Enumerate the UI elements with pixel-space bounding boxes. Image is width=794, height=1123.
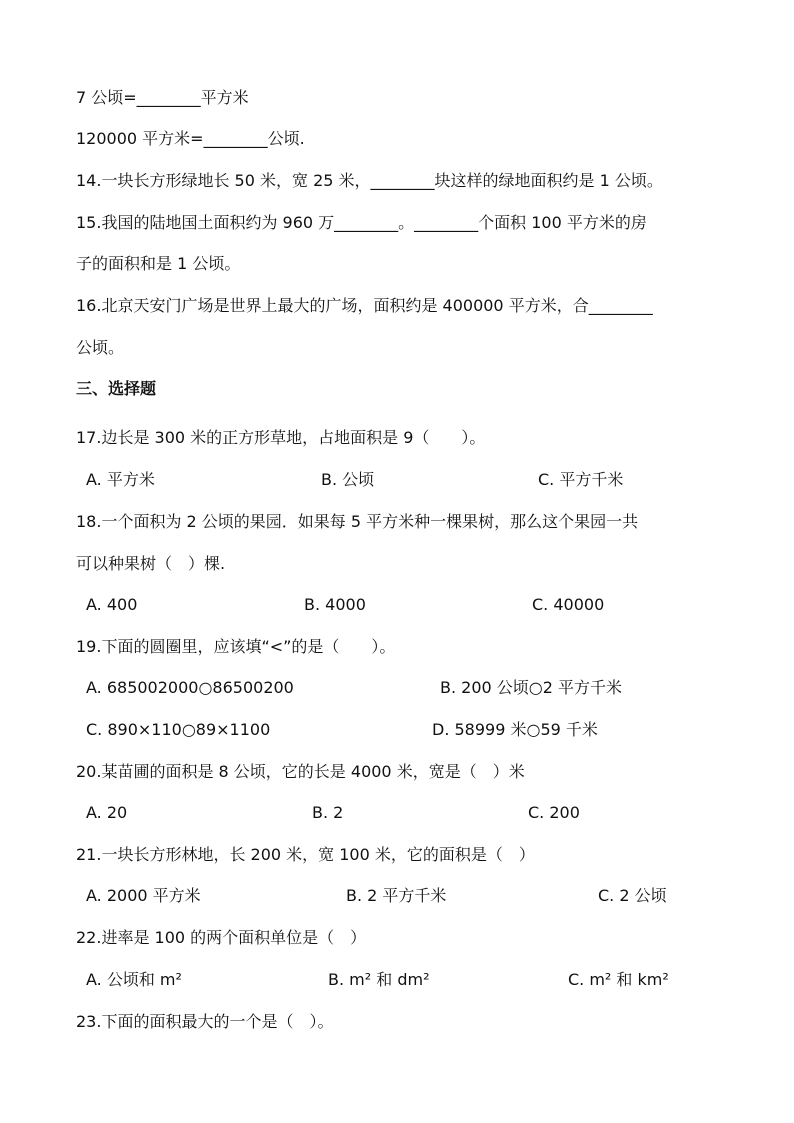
question-22: 22.进率是 100 的两个面积单位是（ ） xyxy=(76,928,367,947)
option-18-c[interactable]: C. 40000 xyxy=(532,595,605,614)
option-21-b[interactable]: B. 2 平方千米 xyxy=(346,886,447,905)
question-21: 21.一块长方形林地，长 200 米，宽 100 米，它的面积是（ ） xyxy=(76,845,535,864)
question-15-line2: 子的面积和是 1 公顷。 xyxy=(76,254,241,273)
section-title: 三、选择题 xyxy=(76,379,157,398)
question-15-line1: 15.我国的陆地国土面积约为 960 万________。________个面积 100 平方米的房 xyxy=(76,213,647,232)
option-21-c[interactable]: C. 2 公顷 xyxy=(598,886,667,905)
option-17-c[interactable]: C. 平方千米 xyxy=(538,470,624,489)
option-19-a[interactable]: A. 685002000○86500200 xyxy=(86,678,294,697)
option-20-c[interactable]: C. 200 xyxy=(528,803,580,822)
question-18-line2: 可以种果树（ ）棵. xyxy=(76,554,226,573)
option-19-d[interactable]: D. 58999 米○59 千米 xyxy=(432,720,598,739)
option-22-a[interactable]: A. 公顷和 m² xyxy=(86,970,182,989)
option-22-c[interactable]: C. m² 和 km² xyxy=(568,970,669,989)
option-18-b[interactable]: B. 4000 xyxy=(304,595,366,614)
line-7-hectares: 7 公顷=________平方米 xyxy=(76,88,249,107)
line-120000-sqm: 120000 平方米=________公顷. xyxy=(76,129,305,148)
question-23: 23.下面的面积最大的一个是（ ）。 xyxy=(76,1012,334,1031)
question-19: 19.下面的圆圈里，应该填“<”的是（ ）。 xyxy=(76,637,396,656)
option-20-b[interactable]: B. 2 xyxy=(312,803,344,822)
option-19-b[interactable]: B. 200 公顷○2 平方千米 xyxy=(440,678,623,697)
question-16-line1: 16.北京天安门广场是世界上最大的广场，面积约是 400000 平方米，合________ xyxy=(76,296,653,315)
option-19-c[interactable]: C. 890×110○89×1100 xyxy=(86,720,271,739)
option-17-a[interactable]: A. 平方米 xyxy=(86,470,155,489)
option-17-b[interactable]: B. 公顷 xyxy=(321,470,375,489)
option-21-a[interactable]: A. 2000 平方米 xyxy=(86,886,201,905)
option-22-b[interactable]: B. m² 和 dm² xyxy=(328,970,430,989)
question-18-line1: 18.一个面积为 2 公顷的果园．如果每 5 平方米种一棵果树，那么这个果园一共 xyxy=(76,512,639,531)
question-17: 17.边长是 300 米的正方形草地，占地面积是 9（ ）。 xyxy=(76,428,486,447)
option-18-a[interactable]: A. 400 xyxy=(86,595,138,614)
question-20: 20.某苗圃的面积是 8 公顷，它的长是 4000 米，宽是（ ）米 xyxy=(76,762,525,781)
question-16-line2: 公顷。 xyxy=(76,338,125,357)
option-20-a[interactable]: A. 20 xyxy=(86,803,128,822)
question-14: 14.一块长方形绿地长 50 米，宽 25 米，________块这样的绿地面积约是 1 公顷。 xyxy=(76,171,663,190)
